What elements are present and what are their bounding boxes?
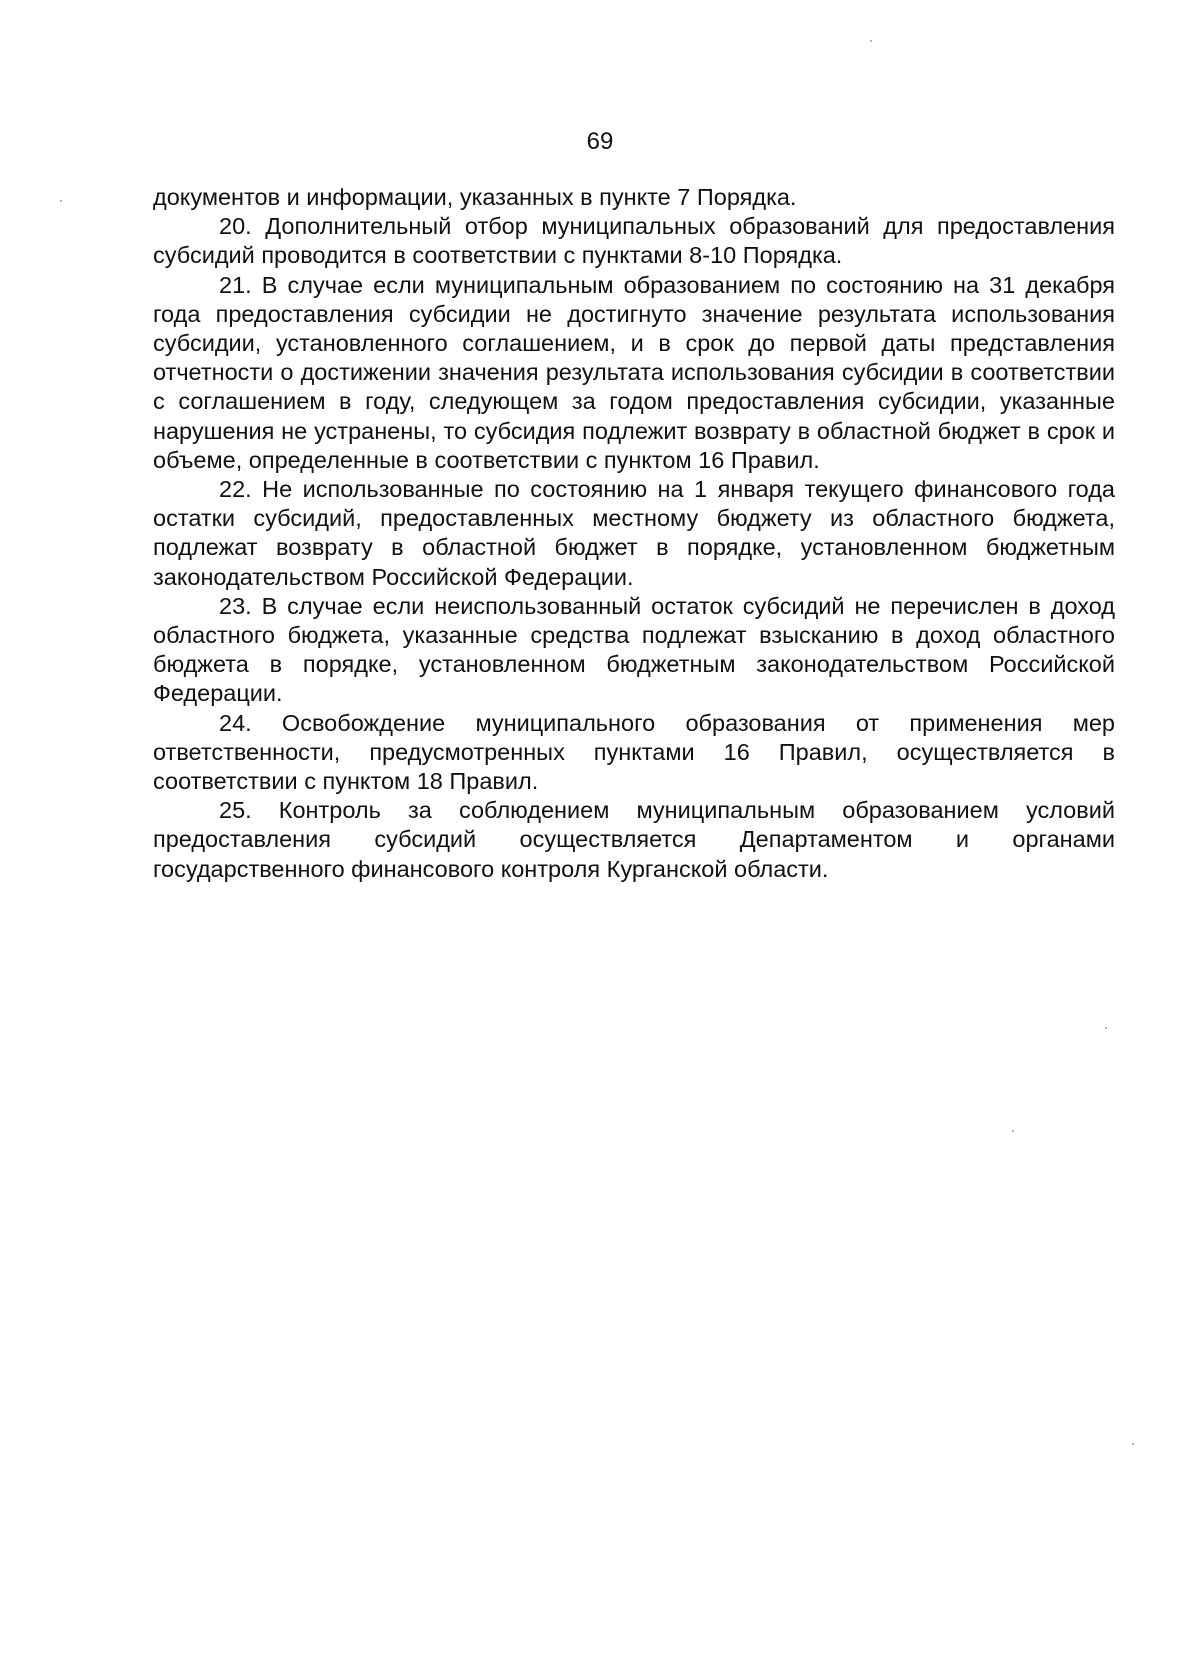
paragraph-item-21: 21. В случае если муниципальным образованием по состоянию на 31 декабря года предоставления субсидии не достигнуто значение результата использования субсидии, установленного соглашением, и в срок до первой даты представления отчетности о достижении значения результата использования субсидии в соответствии с соглашением в году, следующем за годом предоставления субсидии, указанные нарушения не устранены, то субсидия подлежит возврату в областной бюджет в срок и объеме, определенные в соответствии с пунктом 16 Правил. [153, 271, 1115, 473]
scan-speck [1012, 1130, 1014, 1132]
paragraph-item-23: 23. В случае если неиспользованный остаток субсидий не перечислен в доход областного бюджета, указанные средства подлежат взысканию в доход областного бюджета в порядке, установленном бюджетным законодательством Российской Федерации. [153, 592, 1115, 707]
scan-speck [1132, 1443, 1134, 1445]
paragraph-continuation: документов и информации, указанных в пункте 7 Порядка. [153, 184, 797, 210]
paragraph-item-22: 22. Не использованные по состоянию на 1 января текущего финансового года остатки субсидий, предоставленных местному бюджету из областного бюджета, подлежат возврату в областной бюджет в порядке, установленном бюджетным законодательством Российской Федерации. [153, 476, 1115, 590]
paragraph-item-24: 24. Освобождение муниципального образования от применения мер ответственности, предусмотренных пунктами 16 Правил, осуществляется в соответствии с пунктом 18 Правил. [153, 709, 1115, 795]
document-body [153, 183, 1115, 884]
page-number: 69 [586, 128, 614, 155]
scan-speck [870, 40, 872, 42]
scan-speck [60, 200, 62, 202]
scan-speck [1105, 1027, 1107, 1029]
paragraph-item-20: 20. Дополнительный отбор муниципальных образований для предоставления субсидий проводится в соответствии с пунктами 8-10 Порядка. [153, 213, 1115, 269]
paragraph-item-25: 25. Контроль за соблюдением муниципальным образованием условий предоставления субсидий осуществляется Департаментом и органами государственного финансового контроля Курганской области. [153, 797, 1115, 882]
